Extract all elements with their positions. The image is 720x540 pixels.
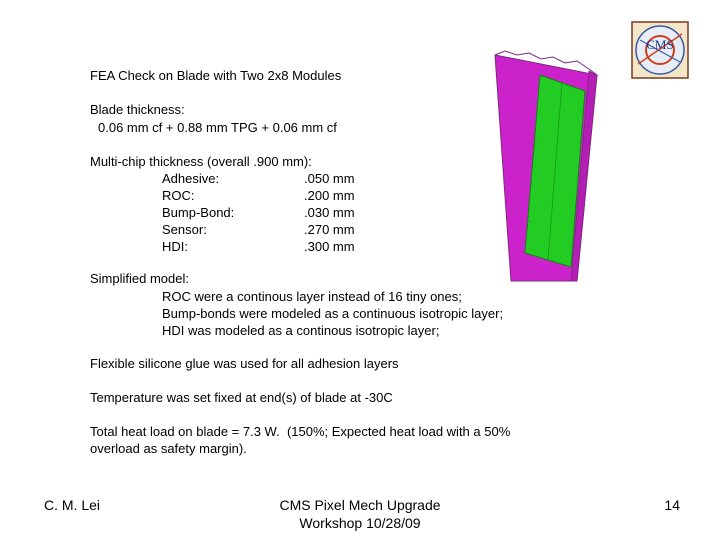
layer-name: ROC: bbox=[162, 188, 195, 203]
cms-logo-icon bbox=[630, 20, 690, 80]
layer-name: Bump-Bond: bbox=[162, 205, 235, 220]
page-number: 14 bbox=[664, 497, 680, 513]
temperature-note: Temperature was set fixed at end(s) of blade at -30C bbox=[90, 390, 393, 405]
heat-load-line: Total heat load on blade = 7.3 W. (150%; Expected heat load with a 50% bbox=[90, 424, 511, 439]
footer-author: C. M. Lei bbox=[44, 497, 101, 513]
layer-value: .030 mm bbox=[304, 205, 355, 220]
blade-thickness-value: 0.06 mm cf + 0.88 mm TPG + 0.06 mm cf bbox=[98, 120, 337, 135]
simplified-line: ROC were a continous layer instead of 16 tiny ones; bbox=[162, 289, 462, 304]
heat-load-line: overload as safety margin). bbox=[90, 441, 247, 456]
layer-value: .200 mm bbox=[304, 188, 355, 203]
layer-value: .050 mm bbox=[304, 171, 355, 186]
simplified-label: Simplified model: bbox=[90, 271, 189, 286]
footer-event-line2: Workshop 10/28/09 bbox=[299, 515, 421, 531]
glue-note: Flexible silicone glue was used for all adhesion layers bbox=[90, 356, 399, 371]
layer-name: Adhesive: bbox=[162, 171, 220, 186]
layer-name: Sensor: bbox=[162, 222, 207, 237]
blade-thickness-label: Blade thickness: bbox=[90, 102, 185, 117]
layer-name: HDI: bbox=[162, 239, 188, 254]
layer-value: .300 mm bbox=[304, 239, 355, 254]
layer-value: .270 mm bbox=[304, 222, 355, 237]
simplified-line: Bump-bonds were modeled as a continuous isotropic layer; bbox=[162, 306, 504, 321]
footer-event-line1: CMS Pixel Mech Upgrade bbox=[279, 497, 441, 513]
logo-text: CMS bbox=[646, 37, 674, 52]
simplified-line: HDI was modeled as a continous isotropic layer; bbox=[162, 323, 440, 338]
blade-fea-model-icon bbox=[485, 45, 605, 285]
multichip-label: Multi-chip thickness (overall .900 mm): bbox=[90, 154, 312, 169]
slide-title: FEA Check on Blade with Two 2x8 Modules bbox=[90, 68, 342, 83]
